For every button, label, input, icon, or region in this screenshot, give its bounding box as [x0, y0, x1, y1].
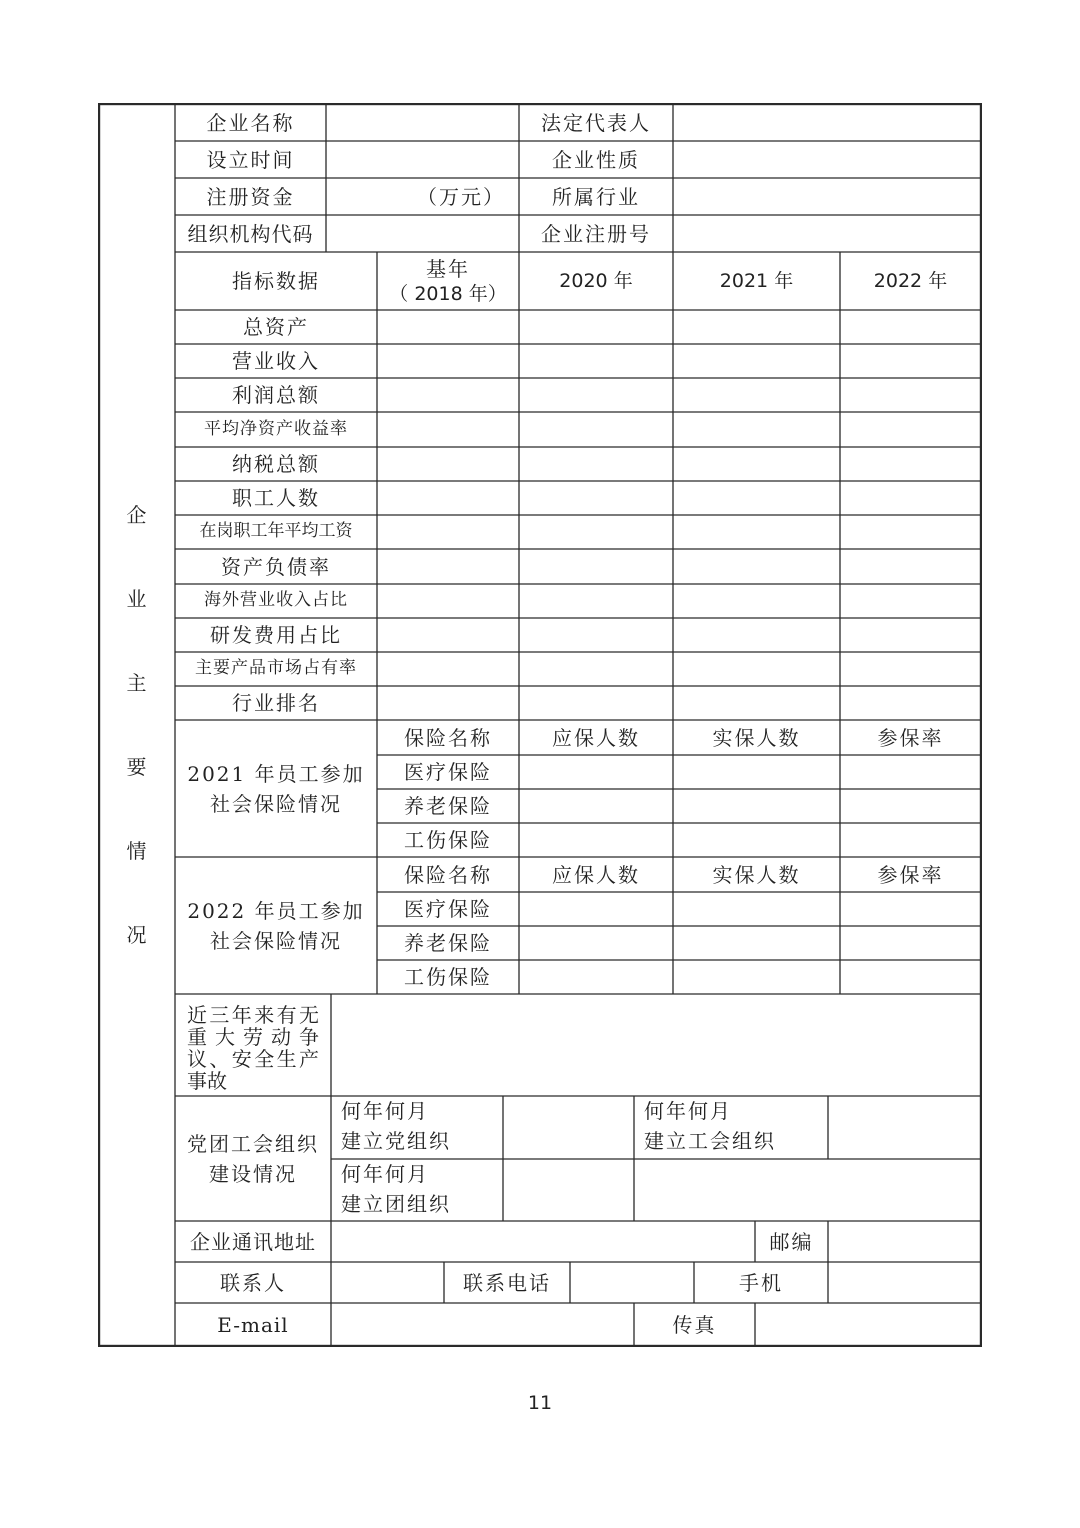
- party-label-line2: 建设情况: [209, 1161, 297, 1186]
- section-label-char: 企: [126, 503, 147, 527]
- registered-capital-field[interactable]: [326, 178, 519, 215]
- section-label-char: 情: [126, 839, 147, 863]
- legal-rep-label: 法定代表人: [541, 110, 651, 135]
- phone-label: 联系电话: [463, 1270, 551, 1295]
- insurance-header: 应保人数: [552, 862, 640, 887]
- insurance-type: 养老保险: [404, 931, 492, 955]
- capital-unit: （万元）: [417, 184, 505, 209]
- company-nature-label: 企业性质: [552, 147, 640, 172]
- indicator-row-label: 行业排名: [232, 691, 320, 715]
- insurance-type: 医疗保险: [404, 897, 492, 921]
- insurance-header: 参保率: [877, 862, 944, 887]
- base-year-line1: 基年: [426, 256, 470, 281]
- indicator-header: 指标数据: [232, 269, 320, 293]
- year-2020-header: 2020 年: [559, 269, 633, 292]
- email-label: E-mail: [217, 1312, 289, 1337]
- disputes-line: 议、安全生产: [187, 1047, 319, 1071]
- company-nature-field[interactable]: [673, 141, 981, 178]
- legal-rep-field[interactable]: [673, 104, 981, 141]
- base-year-line2: （ 2018 年）: [389, 282, 507, 305]
- disputes-field[interactable]: [331, 994, 981, 1096]
- indicator-row-label: 营业收入: [232, 349, 320, 373]
- postcode-field[interactable]: [828, 1221, 981, 1262]
- section-label-char: 况: [126, 923, 147, 947]
- indicator-row-label: 利润总额: [232, 383, 320, 407]
- insurance-header: 实保人数: [712, 725, 801, 750]
- party-label: [175, 1096, 331, 1221]
- fax-label: 传真: [672, 1312, 717, 1337]
- indicator-row-label: 职工人数: [232, 486, 320, 510]
- union-org-line2: 建立工会组织: [644, 1129, 776, 1153]
- indicator-row-label: 纳税总额: [232, 452, 320, 476]
- youth-org-label: [331, 1159, 503, 1221]
- youth-org-line1: 何年何月: [341, 1162, 429, 1186]
- base-year-header: [377, 252, 519, 310]
- company-name-label: 企业名称: [206, 110, 295, 135]
- org-code-label: 组织机构代码: [187, 221, 314, 246]
- indicator-row-label: 海外营业收入占比: [204, 590, 348, 611]
- industry-field[interactable]: [673, 178, 981, 215]
- youth-org-field[interactable]: [503, 1159, 634, 1221]
- party-org-line1: 何年何月: [341, 1099, 429, 1123]
- party-org-field[interactable]: [503, 1096, 634, 1159]
- insurance-header: 参保率: [877, 725, 944, 750]
- party-org-label: [331, 1096, 503, 1159]
- insurance-type: 工伤保险: [404, 828, 492, 852]
- insurance-header: 实保人数: [712, 862, 801, 887]
- section-label-char: 业: [126, 587, 147, 611]
- address-field[interactable]: [331, 1221, 755, 1262]
- indicator-row-label: 在岗职工年平均工资: [199, 521, 353, 542]
- disputes-label: [175, 994, 331, 1096]
- indicator-row-label: 总资产: [243, 315, 309, 339]
- phone-field[interactable]: [570, 1262, 694, 1303]
- party-org-line2: 建立党组织: [341, 1129, 451, 1153]
- section-label-char: 主: [126, 671, 147, 695]
- postcode-label: 邮编: [769, 1229, 814, 1254]
- insurance-2021-label: 2021 年员工参加社会保险情况: [187, 761, 365, 816]
- reg-number-label: 企业注册号: [541, 221, 651, 246]
- section-label: [98, 103, 175, 1347]
- email-field[interactable]: [331, 1303, 634, 1346]
- indicator-row-label: 研发费用占比: [210, 623, 342, 647]
- contact-person-label: 联系人: [220, 1270, 286, 1295]
- indicator-row-label: 平均净资产收益率: [204, 418, 348, 439]
- insurance-type: 医疗保险: [404, 760, 492, 784]
- party-label-line1: 党团工会组织: [187, 1131, 319, 1156]
- disputes-line: 事故: [187, 1069, 227, 1093]
- mobile-field[interactable]: [828, 1262, 981, 1303]
- mobile-label: 手机: [739, 1270, 783, 1295]
- reg-number-field[interactable]: [673, 215, 981, 252]
- company-name-field[interactable]: [326, 104, 519, 141]
- insurance-header: 保险名称: [404, 725, 492, 750]
- insurance-type: 工伤保险: [404, 965, 492, 989]
- union-org-field[interactable]: [828, 1096, 981, 1159]
- registered-capital-label: 注册资金: [206, 184, 295, 209]
- insurance-header: 应保人数: [552, 725, 640, 750]
- indicator-row-label: 资产负债率: [221, 554, 331, 579]
- contact-person-field[interactable]: [331, 1262, 444, 1303]
- insurance-type: 养老保险: [404, 794, 492, 818]
- section-label-char: 要: [126, 755, 147, 779]
- address-label: 企业通讯地址: [190, 1229, 316, 1254]
- insurance-header: 保险名称: [404, 862, 492, 887]
- disputes-line: 重大劳动争: [187, 1025, 319, 1049]
- fax-field[interactable]: [755, 1303, 981, 1346]
- year-2022-header: 2022 年: [873, 269, 948, 292]
- page-number: 11: [527, 1392, 553, 1414]
- established-field[interactable]: [326, 141, 519, 178]
- established-label: 设立时间: [206, 147, 295, 172]
- enterprise-info-form: [98, 103, 982, 1347]
- org-code-field[interactable]: [326, 215, 519, 252]
- insurance-2022-label: 2022 年员工参加社会保险情况: [187, 898, 365, 953]
- youth-org-line2: 建立团组织: [341, 1192, 451, 1216]
- union-org-label: [634, 1096, 828, 1159]
- year-2021-header: 2021 年: [719, 269, 794, 292]
- indicator-row-label: 主要产品市场占有率: [195, 658, 357, 679]
- union-org-line1: 何年何月: [644, 1099, 732, 1123]
- industry-label: 所属行业: [552, 184, 640, 209]
- disputes-line: 近三年来有无: [187, 1003, 319, 1027]
